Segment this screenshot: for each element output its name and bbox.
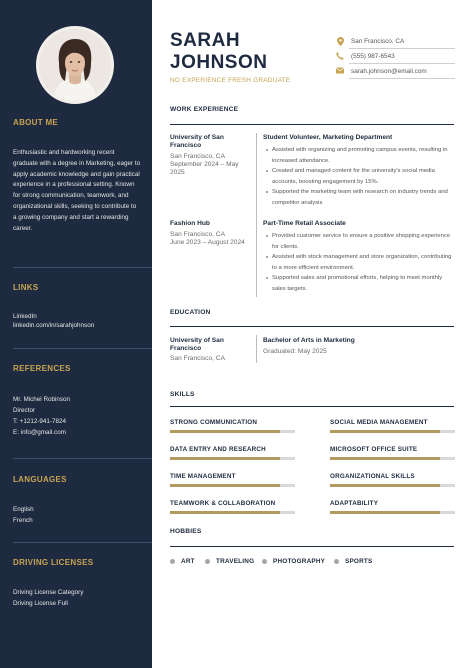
contact-location xyxy=(335,37,455,51)
reference-title: Director xyxy=(13,407,36,414)
experience-bullet: Assisted with organizing and promoting campus events, resulting in increased attendance. xyxy=(266,145,456,166)
skill-name: MICROSOFT OFFICE SUITE xyxy=(330,446,418,453)
language-item: French xyxy=(13,517,33,524)
skill-bar-fill xyxy=(170,457,280,460)
reference-email: E: info@gmail.com xyxy=(13,429,66,436)
skill-bar-fill xyxy=(330,484,440,487)
skill-bar-track xyxy=(330,511,455,514)
education-heading: EDUCATION xyxy=(170,309,211,316)
contact-underline xyxy=(349,63,455,64)
section-rule xyxy=(170,326,454,327)
portrait-image xyxy=(39,29,111,101)
hobby-label: ART xyxy=(181,558,195,565)
experience-location: San Francisco, CA xyxy=(170,231,225,238)
experience-bullet: Created and managed content for the university's social media accounts, boosting engagement by 15%. xyxy=(266,166,456,187)
hobby-label: SPORTS xyxy=(345,558,373,565)
experience-role: Student Volunteer, Marketing Department xyxy=(263,134,393,141)
hobby-item xyxy=(262,558,325,565)
timeline-line xyxy=(256,133,257,297)
section-rule xyxy=(170,546,454,547)
skill-bar-track xyxy=(330,430,455,433)
about-heading: ABOUT ME xyxy=(13,118,59,127)
education-location: San Francisco, CA xyxy=(170,355,225,362)
contact-underline xyxy=(349,48,455,49)
timeline-line xyxy=(256,335,257,363)
linkedin-url[interactable]: linkedin.com/in/sarahjohnson xyxy=(13,322,95,329)
location-pin-icon xyxy=(335,37,345,48)
links-heading: LINKS xyxy=(13,283,39,292)
skill-bar-fill xyxy=(170,511,280,514)
experience-bullets xyxy=(266,231,456,295)
language-item: English xyxy=(13,506,34,513)
education-degree: Bachelor of Arts in Marketing xyxy=(263,337,355,344)
skill-bar-track xyxy=(170,430,295,433)
candidate-subtitle: NO EXPERIENCE FRESH GRADUATE xyxy=(170,77,291,84)
skill-name: TEAMWORK & COLLABORATION xyxy=(170,500,276,507)
hobby-label: PHOTOGRAPHY xyxy=(273,558,326,565)
reference-phone: T: +1212-941-7824 xyxy=(13,418,67,425)
skill-bar-track xyxy=(330,457,455,460)
driving-item: Driving License Full xyxy=(13,600,68,607)
experience-bullet: Assisted with stock management and store organization, contributing to a more efficient environment. xyxy=(266,252,456,273)
experience-org: Fashion Hub xyxy=(170,220,210,227)
skill-bar-fill xyxy=(170,484,280,487)
contact-email xyxy=(335,67,455,81)
sidebar xyxy=(0,0,152,668)
skill-name: STRONG COMMUNICATION xyxy=(170,419,258,426)
skill-name: ADAPTABILITY xyxy=(330,500,379,507)
reference-name: Mr. Michel Robinson xyxy=(13,396,71,403)
hobby-label: TRAVELING xyxy=(216,558,255,565)
experience-role: Part-Time Retail Associate xyxy=(263,220,346,227)
experience-dates: September 2024 – May 2025 xyxy=(170,161,239,176)
sidebar-divider xyxy=(13,458,152,459)
skill-name: SOCIAL MEDIA MANAGEMENT xyxy=(330,419,428,426)
hobby-item xyxy=(205,558,254,565)
driving-heading: DRIVING LICENSES xyxy=(13,558,94,567)
email-text[interactable]: sarah.johnson@email.com xyxy=(351,68,427,75)
bullet-dot-icon xyxy=(334,559,339,564)
skill-item xyxy=(330,500,455,507)
section-rule xyxy=(170,406,454,407)
skill-name: ORGANIZATIONAL SKILLS xyxy=(330,473,415,480)
education-org: University of San Francisco xyxy=(170,337,224,352)
skill-item xyxy=(170,500,295,507)
contact-underline xyxy=(349,78,455,79)
skill-bar-fill xyxy=(330,457,440,460)
skill-item xyxy=(170,446,295,453)
work-experience-heading: WORK EXPERIENCE xyxy=(170,106,239,113)
skill-name: TIME MANAGEMENT xyxy=(170,473,236,480)
section-rule xyxy=(170,124,454,125)
bullet-dot-icon xyxy=(262,559,267,564)
skill-bar-fill xyxy=(330,430,440,433)
bullet-dot-icon xyxy=(205,559,210,564)
email-icon xyxy=(335,67,345,76)
sidebar-divider xyxy=(13,348,152,349)
last-name: JOHNSON xyxy=(170,52,268,73)
phone-text: (555) 987-6543 xyxy=(351,53,395,60)
skill-bar-track xyxy=(170,511,295,514)
skill-item xyxy=(330,446,455,453)
candidate-name xyxy=(170,30,267,74)
skill-item xyxy=(170,473,295,480)
sidebar-divider xyxy=(13,267,152,268)
hobbies-heading: HOBBIES xyxy=(170,528,202,535)
skill-bar-track xyxy=(170,457,295,460)
skill-item xyxy=(330,419,455,426)
references-heading: REFERENCES xyxy=(13,364,71,373)
skill-bar-fill xyxy=(170,430,280,433)
about-text: Enthusiastic and hardworking recent graduate with a degree in Marketing, eager to apply academic knowledge and gain practical experience in a professional setting. Known for strong communication, teamwork, and organizational skills, seeking to contribute to a growing company and start a rewarding career. xyxy=(13,149,141,232)
hobby-item xyxy=(334,558,372,565)
experience-org: University of San Francisco xyxy=(170,134,224,149)
skill-name: DATA ENTRY AND RESEARCH xyxy=(170,446,266,453)
skill-bar-track xyxy=(330,484,455,487)
phone-icon xyxy=(335,52,345,62)
contact-phone xyxy=(335,52,455,66)
experience-dates: June 2023 – August 2024 xyxy=(170,239,245,246)
experience-bullets xyxy=(266,145,456,209)
location-text: San Francisco, CA xyxy=(351,38,405,45)
education-graduated: Graduated: May 2025 xyxy=(263,348,327,355)
skill-item xyxy=(330,473,455,480)
experience-location: San Francisco, CA xyxy=(170,153,225,160)
bullet-dot-icon xyxy=(170,559,175,564)
experience-bullet: Supported sales and promotional efforts, helping to meet monthly sales targets. xyxy=(266,273,456,294)
profile-photo xyxy=(36,26,114,104)
hobby-item xyxy=(170,558,195,565)
driving-item: Driving License Category xyxy=(13,589,84,596)
linkedin-label: LinkedIn xyxy=(13,313,37,320)
skill-bar-fill xyxy=(330,511,440,514)
experience-bullet: Supported the marketing team with research on industry trends and competitor analysis xyxy=(266,187,456,208)
sidebar-divider xyxy=(13,542,152,543)
skills-heading: SKILLS xyxy=(170,391,195,398)
skill-bar-track xyxy=(170,484,295,487)
first-name: SARAH xyxy=(170,30,241,51)
experience-bullet: Provided customer service to ensure a positive shopping experience for clients. xyxy=(266,231,456,252)
skill-item xyxy=(170,419,295,426)
languages-heading: LANGUAGES xyxy=(13,475,67,484)
